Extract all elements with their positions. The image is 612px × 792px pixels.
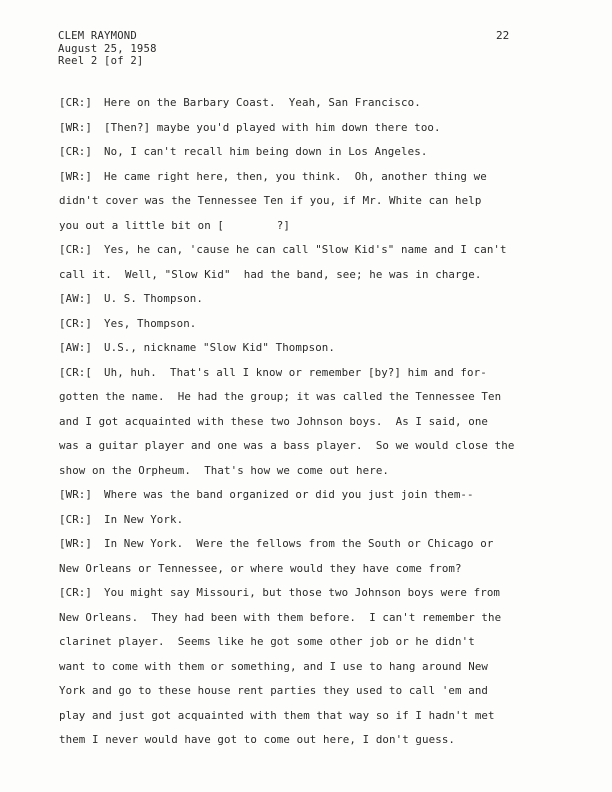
speaker-tag: [WR:] (59, 537, 93, 550)
speaker-tag: [CR:[ (59, 365, 93, 379)
turn-text: was a guitar player and one was a bass player. So we would close the (59, 439, 515, 452)
page-number: 22 (496, 29, 510, 42)
turn-text: clarinet player. Seems like he got some other job or he didn't (59, 635, 475, 648)
turn-text: U.S., nickname "Slow Kid" Thompson. (104, 341, 336, 354)
turn-text: want to come with them or something, and I use to hang around New (59, 659, 489, 673)
turn-text: Yes, he can, 'cause he can call "Slow Kid's" name and I can't (104, 243, 507, 256)
reel-label: Reel 2 [of 2] (58, 55, 144, 67)
turn-text: play and just got acquainted with them that way so if I hadn't met (59, 708, 495, 722)
document-header (58, 30, 157, 68)
turn-text: In New York. (104, 512, 184, 526)
transcript-body (59, 91, 579, 753)
turn-text: New Orleans or Tennessee, or where would they have come from? (59, 561, 462, 575)
transcript-turn (59, 532, 579, 581)
turn-text: U. S. Thompson. (104, 292, 204, 305)
turn-text: [Then?] maybe you'd played with him down there too. (104, 120, 441, 134)
speaker-tag: [CR:] (59, 512, 93, 526)
transcript-turn (59, 483, 579, 508)
turn-text: He came right here, then, you think. Oh, another thing we (104, 169, 487, 183)
turn-text: gotten the name. He had the group; it was called the Tennessee Ten (59, 390, 502, 403)
turn-text: York and go to these house rent parties they used to call 'em and (59, 684, 489, 697)
transcript-turn (59, 116, 579, 141)
interview-date: August 25, 1958 (58, 42, 157, 55)
turn-text: show on the Orpheum. That's how we come out here. (59, 463, 390, 477)
turn-text: call it. Well, "Slow Kid" had the band, see; he was in charge. (59, 267, 482, 281)
transcript-turn (59, 312, 579, 337)
transcript-turn (59, 336, 579, 361)
transcript-turn (59, 140, 579, 165)
speaker-tag: [AW:] (59, 341, 93, 354)
turn-text: Uh, huh. That's all I know or remember [by?] him and for- (104, 365, 487, 379)
speaker-tag: [CR:] (59, 316, 93, 330)
transcript-turn (59, 165, 579, 239)
speaker-tag: [CR:] (59, 586, 93, 599)
speaker-tag: [WR:] (59, 120, 93, 134)
speaker-tag: [WR:] (59, 169, 93, 183)
speaker-tag: [CR:] (59, 96, 93, 109)
transcript-turn (59, 238, 579, 287)
transcript-turn (59, 581, 579, 753)
turn-text: New Orleans. They had been with them before. I can't remember the (59, 610, 502, 624)
turn-text: Here on the Barbary Coast. Yeah, San Francisco. (104, 96, 421, 109)
turn-text: them I never would have got to come out here, I don't guess. (59, 733, 456, 746)
transcript-turn (59, 287, 579, 312)
turn-text: didn't cover was the Tennessee Ten if you, if Mr. White can help (59, 194, 482, 207)
turn-text: Yes, Thompson. (104, 316, 197, 330)
interviewee-name: CLEM RAYMOND (58, 30, 137, 42)
turn-text: No, I can't recall him being down in Los Angeles. (104, 145, 428, 158)
transcript-turn (59, 91, 579, 116)
turn-text: and I got acquainted with these two Johnson boys. As I said, one (59, 414, 489, 428)
turn-text: Where was the band organized or did you just join them-- (104, 488, 474, 501)
speaker-tag: [CR:] (59, 145, 93, 158)
turn-text: You might say Missouri, but those two Johnson boys were from (104, 586, 501, 599)
transcript-turn (59, 361, 579, 484)
speaker-tag: [WR:] (59, 488, 93, 501)
turn-text: you out a little bit on [ ?] (59, 218, 291, 232)
turn-text: In New York. Were the fellows from the South or Chicago or (104, 537, 494, 550)
transcript-turn (59, 508, 579, 533)
speaker-tag: [AW:] (59, 292, 93, 305)
speaker-tag: [CR:] (59, 243, 93, 256)
